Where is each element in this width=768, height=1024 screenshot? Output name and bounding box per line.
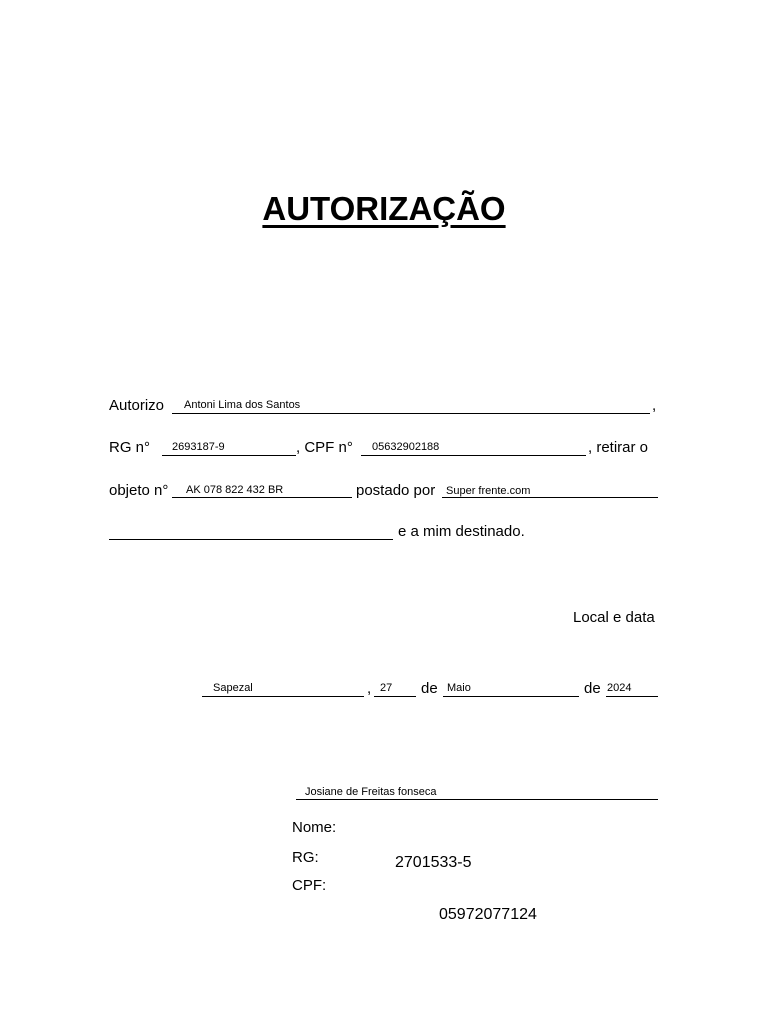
postado-value: Super frente.com — [446, 485, 531, 497]
page-title: AUTORIZAÇÃO — [262, 190, 506, 227]
day-line — [374, 696, 416, 697]
city-comma: , — [367, 680, 372, 697]
sig-cpf-value: 05972077124 — [439, 906, 537, 923]
retirar-text: , retirar o — [588, 439, 649, 456]
objeto-line — [172, 497, 352, 498]
rg-line — [162, 455, 296, 456]
nome-label: Nome: — [292, 819, 337, 836]
autorizo-label: Autorizo — [109, 397, 165, 414]
local-data-label: Local e data — [573, 609, 655, 626]
autorizo-comma: , — [652, 397, 657, 414]
objeto-label: objeto n° — [109, 482, 169, 499]
sig-cpf-label: CPF: — [292, 877, 327, 894]
destinado-text: e a mim destinado. — [398, 523, 525, 540]
cpf-line — [361, 455, 586, 456]
objeto-value: AK 078 822 432 BR — [186, 484, 284, 496]
cpf-value: 05632902188 — [372, 441, 440, 453]
rg-label: RG n° — [109, 439, 151, 456]
rg-value: 2693187-9 — [172, 441, 225, 453]
day-value: 27 — [380, 682, 393, 694]
cpf-label: , CPF n° — [296, 439, 353, 456]
city-line — [202, 696, 364, 697]
blank-line — [109, 539, 393, 540]
sig-rg-value: 2701533-5 — [395, 854, 472, 871]
postado-line — [442, 497, 658, 498]
month-value: Maio — [447, 682, 471, 694]
postado-label: postado por — [356, 482, 436, 499]
city-value: Sapezal — [213, 682, 253, 694]
de-label-2: de — [584, 680, 601, 697]
year-value: 2024 — [607, 682, 632, 694]
month-line — [443, 696, 579, 697]
sig-rg-label: RG: — [292, 849, 319, 866]
autorizo-line — [172, 413, 650, 414]
signature-line — [296, 799, 658, 800]
autorizo-name: Antoni Lima dos Santos — [184, 399, 301, 411]
de-label-1: de — [421, 680, 438, 697]
year-line — [606, 696, 658, 697]
signature-name: Josiane de Freitas fonseca — [305, 786, 437, 798]
